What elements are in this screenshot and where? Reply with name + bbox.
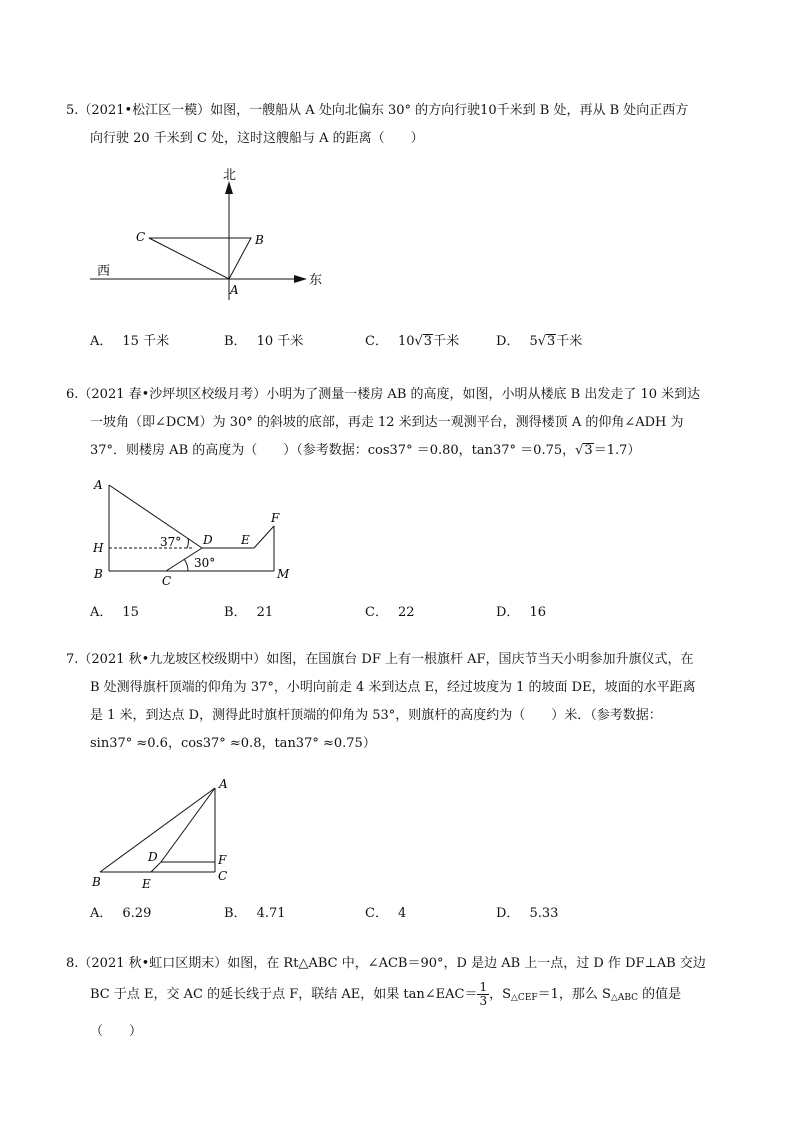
label-d: D [203, 533, 213, 547]
question-7-line-2: B 处测得旗杆顶端的仰角为 37°，小明向前走 4 米到达点 E，经过坡度为 1 的坡面 DE，坡面的水平距离 [90, 680, 696, 695]
question-6 [66, 381, 722, 465]
question-6-line-1 [66, 381, 722, 409]
q5-options [90, 330, 730, 354]
line-ef [254, 526, 274, 548]
question-8 [66, 950, 722, 1049]
q7-figure [88, 775, 248, 895]
q6-figure [88, 470, 308, 590]
question-source: （2021•松江区一模） [78, 103, 211, 118]
label-a: A [94, 478, 103, 492]
label-c: C [162, 574, 172, 588]
angle-37-arc [187, 538, 188, 548]
question-7-line-1 [66, 646, 722, 674]
label-e: E [241, 533, 250, 547]
q5-figure [85, 160, 335, 300]
question-5 [66, 97, 722, 153]
option-c[interactable]: C． 10√3千米 [365, 334, 460, 349]
option-b[interactable]: B． 10 千米 [224, 334, 304, 349]
option-c[interactable]: C． 4 [365, 906, 407, 921]
label-b: B [94, 567, 103, 581]
label-m: M [277, 567, 290, 581]
option-a[interactable]: A． 15 千米 [90, 334, 170, 349]
question-source: （2021 秋•虹口区期末） [78, 956, 228, 971]
angle-37-label: 37° [160, 535, 182, 549]
question-number: 7. [66, 652, 79, 667]
question-7-line-4: sin37° ≈0.6，cos37° ≈0.8，tan37° ≈0.75） [90, 736, 376, 751]
label-east: 东 [309, 273, 323, 288]
label-north: 北 [223, 168, 237, 183]
angle-30-label: 30° [194, 556, 216, 570]
question-7 [66, 646, 722, 758]
option-d[interactable]: D． 16 [496, 605, 546, 620]
label-b: B [255, 233, 264, 247]
question-8-line-1 [66, 950, 722, 978]
question-5-line-1 [66, 97, 722, 125]
option-c[interactable]: C． 22 [365, 605, 415, 620]
label-h: H [93, 541, 104, 555]
label-a: A [219, 777, 228, 791]
question-number: 6. [66, 387, 79, 402]
option-d[interactable]: D． 5.33 [496, 906, 559, 921]
question-5-line-2: 向行驶 20 千米到 C 处，这时这艘船与 A 的距离（ ） [90, 131, 424, 146]
question-source: （2021 秋•九龙坡区校级期中） [78, 652, 267, 667]
option-a[interactable]: A． 6.29 [90, 906, 152, 921]
question-8-line-2: BC 于点 E，交 AC 的延长线于点 F，联结 AE，如果 tan∠EAC＝ $\frac{1}{3}$ ，$S_{\triangle CEF}=1$，那么 $S_{\triangle ABC}$ 的值是（ ） [90, 980, 682, 1039]
option-b[interactable]: B． 21 [224, 605, 274, 620]
label-west: 西 [97, 264, 111, 279]
question-text: 如图，在 Rt△ABC 中，∠ACB＝90°，D 是边 AB 上一点，过 D 作 DF⊥AB 交边 [227, 956, 706, 971]
option-a[interactable]: A． 15 [90, 605, 139, 620]
label-c: C [136, 230, 146, 244]
label-f: F [218, 853, 227, 867]
question-number: 8. [66, 956, 79, 971]
question-6-line-3: 37°．则楼房 AB 的高度为（ ）（参考数据：cos37° ＝0.80，tan37° ＝0.75，√3＝1.7） [90, 443, 641, 458]
label-f: F [271, 511, 280, 525]
label-d: D [148, 850, 158, 864]
line-ad [161, 788, 215, 862]
q6-options [90, 601, 730, 625]
label-c: C [218, 869, 228, 883]
label-b: B [92, 875, 101, 889]
question-6-line-2: 一坡角（即∠DCM）为 30° 的斜坡的底部，再走 12 米到达一观测平台，测得楼顶 A 的仰角∠ADH 为 [90, 415, 684, 430]
angle-30-arc [184, 559, 188, 571]
question-text: 如图，在国旗台 DF 上有一根旗杆 AF，国庆节当天小明参加升旗仪式，在 [266, 652, 694, 667]
q7-options [90, 902, 730, 926]
question-source: （2021 春•沙坪坝区校级月考） [78, 387, 267, 402]
triangle-abc [149, 238, 251, 279]
fraction-one-third: $\frac{1}{3}$ [479, 980, 488, 1008]
east-arrow-icon [294, 275, 307, 283]
label-e: E [142, 877, 151, 891]
option-b[interactable]: B． 4.71 [224, 906, 286, 921]
option-d[interactable]: D． 5√3千米 [496, 334, 583, 349]
question-7-line-3: 是 1 米，到达点 D，测得此时旗杆顶端的仰角为 53°，则旗杆的高度约为（ ）米．（参考数据： [90, 708, 662, 723]
question-number: 5. [66, 103, 79, 118]
label-a: A [230, 283, 239, 297]
question-text: 小明为了测量一楼房 AB 的高度，如图，小明从楼底 B 出发走了 10 米到达 [266, 387, 701, 402]
question-text: 如图，一艘船从 A 处向北偏东 30° 的方向行驶10千米到 B 处，再从 B 处向正西方 [210, 103, 689, 118]
